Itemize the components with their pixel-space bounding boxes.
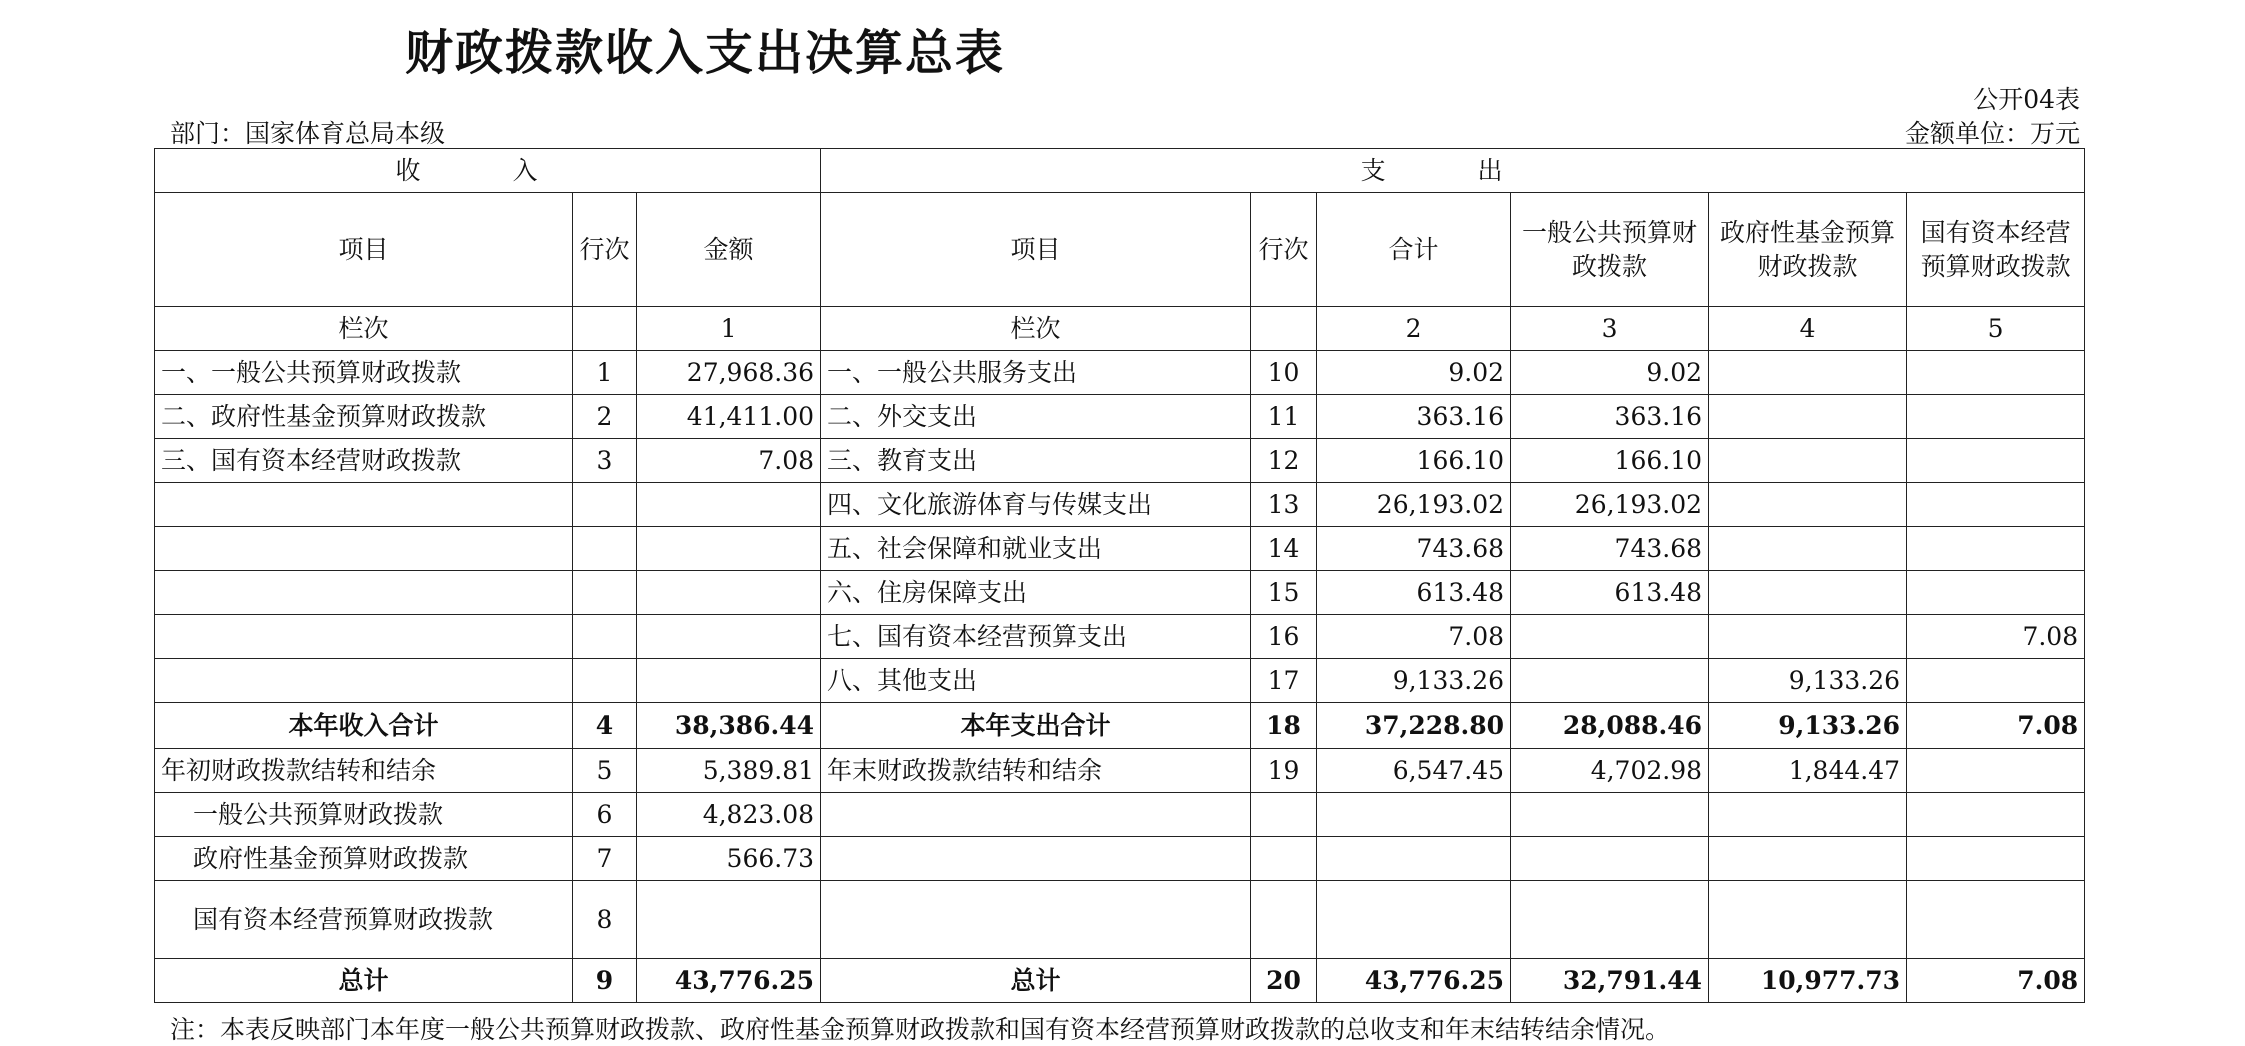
income-amount: 43,776.25 [637,959,821,1003]
col-index-3: 3 [1511,307,1709,351]
expense-total [1317,881,1511,959]
table-row [155,749,2085,793]
income-row-no [573,659,637,703]
income-amount: 41,411.00 [637,395,821,439]
state-capital-amount [1907,571,2085,615]
budget-summary-table [154,148,2085,1003]
gov-fund-amount [1709,837,1907,881]
expense-total: 363.16 [1317,395,1511,439]
gov-fund-amount [1709,351,1907,395]
income-amount [637,881,821,959]
gov-fund-amount: 1,844.47 [1709,749,1907,793]
gov-fund-amount: 9,133.26 [1709,659,1907,703]
income-amount: 5,389.81 [637,749,821,793]
table-row [155,571,2085,615]
expense-total [1317,793,1511,837]
income-row-no: 5 [573,749,637,793]
income-item: 二、政府性基金预算财政拨款 [155,395,573,439]
header-expense-row-no: 行次 [1251,193,1317,307]
col-index-2: 2 [1317,307,1511,351]
expense-total: 743.68 [1317,527,1511,571]
expense-item: 一、一般公共服务支出 [821,351,1251,395]
expense-total: 26,193.02 [1317,483,1511,527]
header-income-item: 项目 [155,193,573,307]
income-row-no: 3 [573,439,637,483]
table-row [155,527,2085,571]
expense-item: 八、其他支出 [821,659,1251,703]
col-label-expense: 栏次 [821,307,1251,351]
section-header-row [155,149,2085,193]
income-section-header: 收 入 [155,149,821,193]
general-public-amount: 363.16 [1511,395,1709,439]
income-amount [637,483,821,527]
general-public-amount [1511,659,1709,703]
state-capital-amount [1907,351,2085,395]
general-public-amount: 743.68 [1511,527,1709,571]
expense-item: 五、社会保障和就业支出 [821,527,1251,571]
general-public-amount [1511,837,1709,881]
income-item [155,527,573,571]
gov-fund-amount [1709,527,1907,571]
expense-item: 四、文化旅游体育与传媒支出 [821,483,1251,527]
general-public-amount: 613.48 [1511,571,1709,615]
expense-row-no: 17 [1251,659,1317,703]
table-row [155,659,2085,703]
income-amount [637,615,821,659]
income-row-no: 7 [573,837,637,881]
general-public-amount [1511,615,1709,659]
gov-fund-amount: 9,133.26 [1709,703,1907,749]
col-index-4: 4 [1709,307,1907,351]
general-public-amount: 166.10 [1511,439,1709,483]
income-amount [637,659,821,703]
expense-item [821,881,1251,959]
expense-item [821,793,1251,837]
income-item: 三、国有资本经营财政拨款 [155,439,573,483]
gov-fund-amount: 10,977.73 [1709,959,1907,1003]
income-row-no: 1 [573,351,637,395]
col-index-1: 1 [637,307,821,351]
expense-item: 年末财政拨款结转和结余 [821,749,1251,793]
income-item: 本年收入合计 [155,703,573,749]
expense-row-no: 10 [1251,351,1317,395]
income-amount: 27,968.36 [637,351,821,395]
general-public-amount: 26,193.02 [1511,483,1709,527]
expense-item: 二、外交支出 [821,395,1251,439]
header-income-row-no: 行次 [573,193,637,307]
income-item [155,615,573,659]
expense-item: 总计 [821,959,1251,1003]
general-public-amount [1511,881,1709,959]
state-capital-amount [1907,793,2085,837]
state-capital-amount [1907,483,2085,527]
expense-row-no: 13 [1251,483,1317,527]
header-gov-fund: 政府性基金预算财政拨款 [1709,193,1907,307]
income-row-no: 9 [573,959,637,1003]
footnote: 注：本表反映部门本年度一般公共预算财政拨款、政府性基金预算财政拨款和国有资本经营预算财政拨款的总收支和年末结转结余情况。 [170,1015,1671,1044]
income-item: 年初财政拨款结转和结余 [155,749,573,793]
expense-item: 三、教育支出 [821,439,1251,483]
income-amount: 38,386.44 [637,703,821,749]
table-row [155,395,2085,439]
page-title: 财政拨款收入支出决算总表 [404,25,1005,81]
state-capital-amount [1907,395,2085,439]
expense-total: 37,228.80 [1317,703,1511,749]
income-item: 国有资本经营预算财政拨款 [155,881,573,959]
expense-total: 166.10 [1317,439,1511,483]
state-capital-amount [1907,659,2085,703]
state-capital-amount: 7.08 [1907,615,2085,659]
table-row [155,959,2085,1003]
expense-total: 9.02 [1317,351,1511,395]
expense-item [821,837,1251,881]
expense-total [1317,837,1511,881]
expense-row-no: 16 [1251,615,1317,659]
income-row-no: 8 [573,881,637,959]
general-public-amount: 28,088.46 [1511,703,1709,749]
expense-row-no [1251,881,1317,959]
gov-fund-amount [1709,571,1907,615]
state-capital-amount [1907,837,2085,881]
header-state-capital: 国有资本经营预算财政拨款 [1907,193,2085,307]
expense-row-no: 19 [1251,749,1317,793]
expense-section-header: 支 出 [821,149,2085,193]
table-row [155,439,2085,483]
expense-total: 7.08 [1317,615,1511,659]
general-public-amount: 32,791.44 [1511,959,1709,1003]
table-row [155,793,2085,837]
header-expense-item: 项目 [821,193,1251,307]
income-row-no [573,571,637,615]
expense-row-no [1251,837,1317,881]
income-amount: 566.73 [637,837,821,881]
income-item: 总计 [155,959,573,1003]
state-capital-amount: 7.08 [1907,703,2085,749]
income-row-no: 6 [573,793,637,837]
gov-fund-amount [1709,483,1907,527]
state-capital-amount [1907,881,2085,959]
income-amount: 7.08 [637,439,821,483]
expense-row-no: 11 [1251,395,1317,439]
expense-item: 本年支出合计 [821,703,1251,749]
income-amount [637,527,821,571]
general-public-amount [1511,793,1709,837]
expense-row-no: 14 [1251,527,1317,571]
table-row [155,351,2085,395]
expense-row-no: 20 [1251,959,1317,1003]
table-row [155,703,2085,749]
income-item [155,571,573,615]
table-row [155,615,2085,659]
expense-total: 43,776.25 [1317,959,1511,1003]
column-header-row [155,193,2085,307]
income-item: 一般公共预算财政拨款 [155,793,573,837]
income-row-no [573,615,637,659]
header-income-amount: 金额 [637,193,821,307]
expense-row-no: 12 [1251,439,1317,483]
gov-fund-amount [1709,881,1907,959]
unit-label: 金额单位：万元 [1904,119,2080,148]
col-index-5: 5 [1907,307,2085,351]
expense-total: 613.48 [1317,571,1511,615]
table-row [155,837,2085,881]
expense-row-no [1251,793,1317,837]
income-amount [637,571,821,615]
income-item [155,659,573,703]
col-label-income: 栏次 [155,307,573,351]
state-capital-amount: 7.08 [1907,959,2085,1003]
expense-row-no: 18 [1251,703,1317,749]
form-number: 公开04表 [1973,85,2080,114]
gov-fund-amount [1709,395,1907,439]
table-row [155,881,2085,959]
gov-fund-amount [1709,615,1907,659]
general-public-amount: 9.02 [1511,351,1709,395]
general-public-amount: 4,702.98 [1511,749,1709,793]
expense-item: 六、住房保障支出 [821,571,1251,615]
table-row [155,483,2085,527]
expense-total: 9,133.26 [1317,659,1511,703]
header-general-public: 一般公共预算财政拨款 [1511,193,1709,307]
income-item: 政府性基金预算财政拨款 [155,837,573,881]
income-item: 一、一般公共预算财政拨款 [155,351,573,395]
column-index-row [155,307,2085,351]
state-capital-amount [1907,749,2085,793]
income-row-no [573,527,637,571]
income-row-no: 4 [573,703,637,749]
state-capital-amount [1907,439,2085,483]
gov-fund-amount [1709,439,1907,483]
income-row-no [573,483,637,527]
gov-fund-amount [1709,793,1907,837]
income-item [155,483,573,527]
header-total: 合计 [1317,193,1511,307]
state-capital-amount [1907,527,2085,571]
income-amount: 4,823.08 [637,793,821,837]
department-label: 部门：国家体育总局本级 [170,119,446,148]
income-row-no: 2 [573,395,637,439]
expense-total: 6,547.45 [1317,749,1511,793]
expense-item: 七、国有资本经营预算支出 [821,615,1251,659]
expense-row-no: 15 [1251,571,1317,615]
